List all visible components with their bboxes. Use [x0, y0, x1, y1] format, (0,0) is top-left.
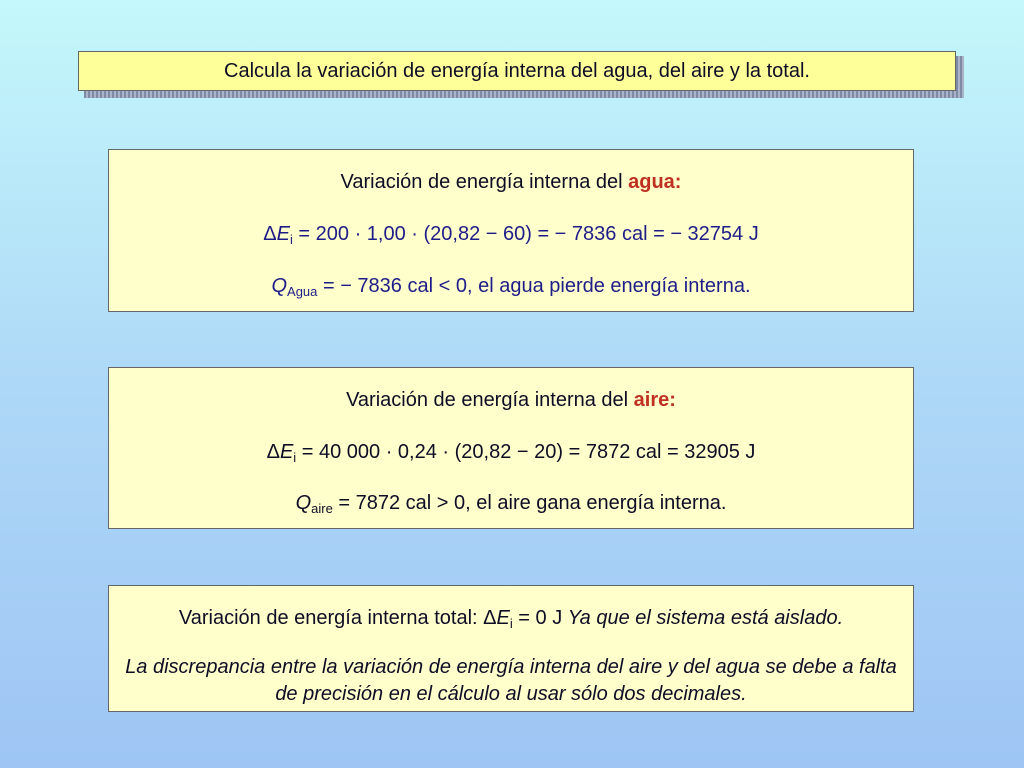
- aire-equation: [109, 441, 913, 464]
- aire-heading-text: Variación de energía interna del: [346, 389, 634, 411]
- aire-q-rest: = 7872 cal > 0, el aire gana energía interna.: [332, 492, 727, 514]
- total-symbol: E: [496, 607, 510, 629]
- aire-panel: [108, 367, 914, 529]
- total-panel: [108, 585, 914, 712]
- total-line: [109, 607, 913, 630]
- aire-conclusion: [109, 492, 913, 515]
- agua-heading: [109, 171, 913, 194]
- agua-eq-subscript: i: [289, 232, 293, 247]
- agua-heading-highlight: agua:: [628, 171, 682, 193]
- agua-eq-delta: Δ: [263, 223, 277, 245]
- total-mid: = 0 J: [512, 607, 568, 629]
- aire-heading-highlight: aire:: [633, 389, 676, 411]
- aire-eq-delta: Δ: [266, 441, 280, 463]
- aire-eq-subscript: i: [293, 450, 297, 465]
- total-prefix: Variación de energía interna total: Δ: [178, 607, 497, 629]
- agua-q-rest: = − 7836 cal < 0, el agua pierde energía interna.: [317, 275, 751, 297]
- total-italic-note: Ya que el sistema está aislado.: [567, 607, 844, 629]
- agua-panel: [108, 149, 914, 312]
- discrepancy-note: La discrepancia entre la variación de energía interna del aire y del agua se debe a falta de precisión en el cálculo al usar sólo dos decimales.: [125, 656, 897, 705]
- agua-conclusion: [109, 275, 913, 298]
- page-title: Calcula la variación de energía interna del agua, del aire y la total.: [224, 59, 810, 82]
- aire-eq-symbol: E: [279, 441, 294, 463]
- aire-q-symbol: Q: [295, 492, 312, 514]
- aire-eq-rest: = 40 000 · 0,24 · (20,82 − 20) = 7872 cal = 32905 J: [296, 441, 756, 463]
- agua-equation: [109, 223, 913, 246]
- title-box: [78, 51, 956, 91]
- agua-eq-rest: = 200 · 1,00 · (20,82 − 60) = − 7836 cal = − 32754 J: [292, 223, 759, 245]
- aire-heading: [109, 389, 913, 412]
- total-subscript: i: [509, 616, 513, 631]
- agua-eq-symbol: E: [276, 223, 290, 245]
- agua-q-symbol: Q: [271, 275, 288, 297]
- agua-q-subscript: Agua: [287, 284, 318, 299]
- agua-heading-text: Variación de energía interna del: [340, 171, 629, 193]
- aire-q-subscript: aire: [311, 501, 333, 516]
